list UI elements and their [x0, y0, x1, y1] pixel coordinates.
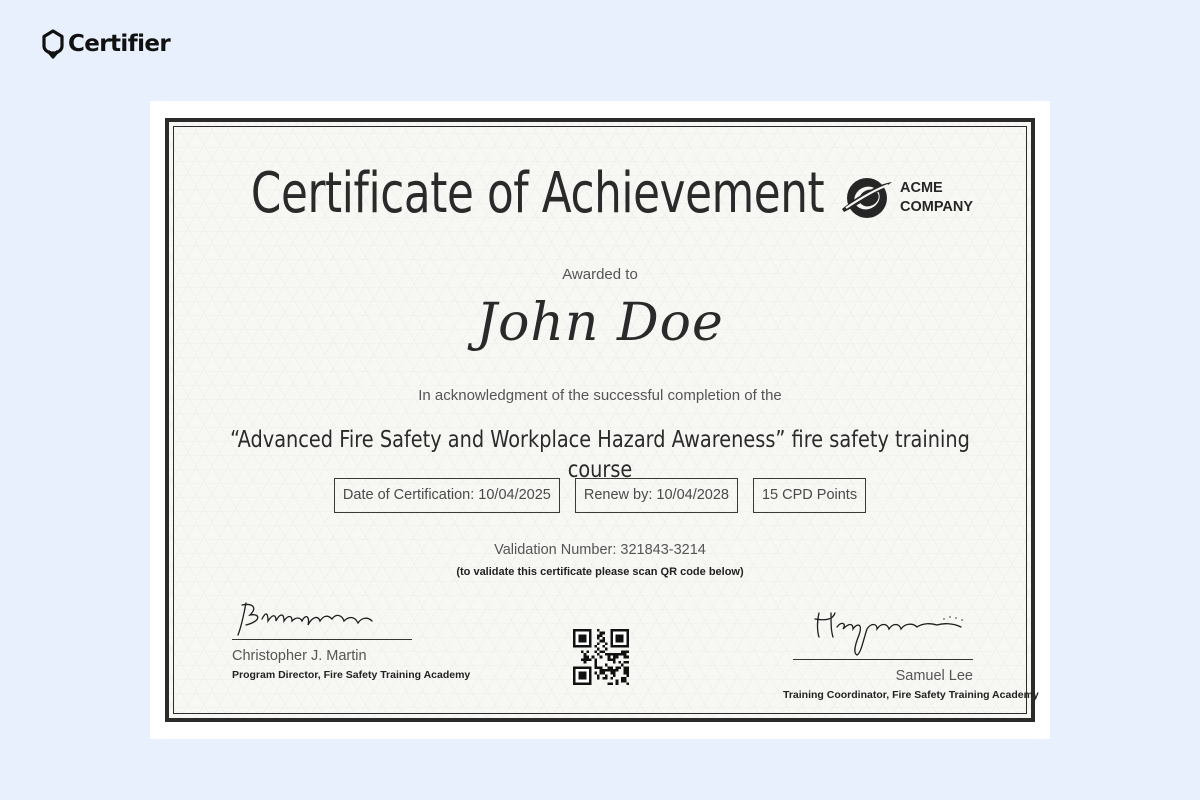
- certificate-title: Certificate of Achievement: [250, 161, 825, 226]
- signature-right: [793, 605, 973, 659]
- renew-by-date: Renew by: 10/04/2028: [575, 478, 738, 513]
- date-of-certification: Date of Certification: 10/04/2025: [334, 478, 560, 513]
- signature-line-right: [793, 659, 973, 660]
- course-title: “Advanced Fire Safety and Workplace Hazard Awareness” fire safety training course: [230, 427, 970, 483]
- signature-block-left: [232, 599, 471, 681]
- acknowledgment-text: In acknowledgment of the successful completion of the: [418, 387, 782, 404]
- awarded-to-label: Awarded to: [562, 266, 638, 283]
- company-name: [900, 179, 973, 217]
- certifier-logo-icon: [42, 29, 64, 59]
- signature-left: [232, 599, 392, 639]
- signature-block-right: [783, 605, 1039, 701]
- company-logo: [840, 173, 973, 223]
- acme-logo-icon: [840, 173, 894, 223]
- signatory-role-right: Training Coordinator, Fire Safety Training Academy: [783, 689, 1039, 701]
- recipient-name: John Doe: [476, 293, 724, 353]
- signatory-role-left: Program Director, Fire Safety Training Academy: [232, 669, 471, 681]
- company-name-line2: COMPANY: [900, 199, 974, 215]
- validation-number: Validation Number: 321843-3214: [494, 542, 706, 558]
- validation-note: (to validate this certificate please scan QR code below): [456, 566, 744, 578]
- signatory-name-left: Christopher J. Martin: [232, 648, 367, 664]
- cpd-points: 15 CPD Points: [753, 478, 866, 513]
- signatory-name-right: Samuel Lee: [895, 668, 973, 684]
- signature-line-left: [232, 639, 412, 640]
- brand-name: Certifier: [68, 31, 171, 57]
- certifier-brand: [42, 29, 170, 59]
- certificate-details: [150, 478, 1050, 513]
- company-name-line1: ACME: [900, 180, 943, 196]
- qr-code[interactable]: [573, 629, 629, 685]
- certificate-sheet: [150, 101, 1050, 739]
